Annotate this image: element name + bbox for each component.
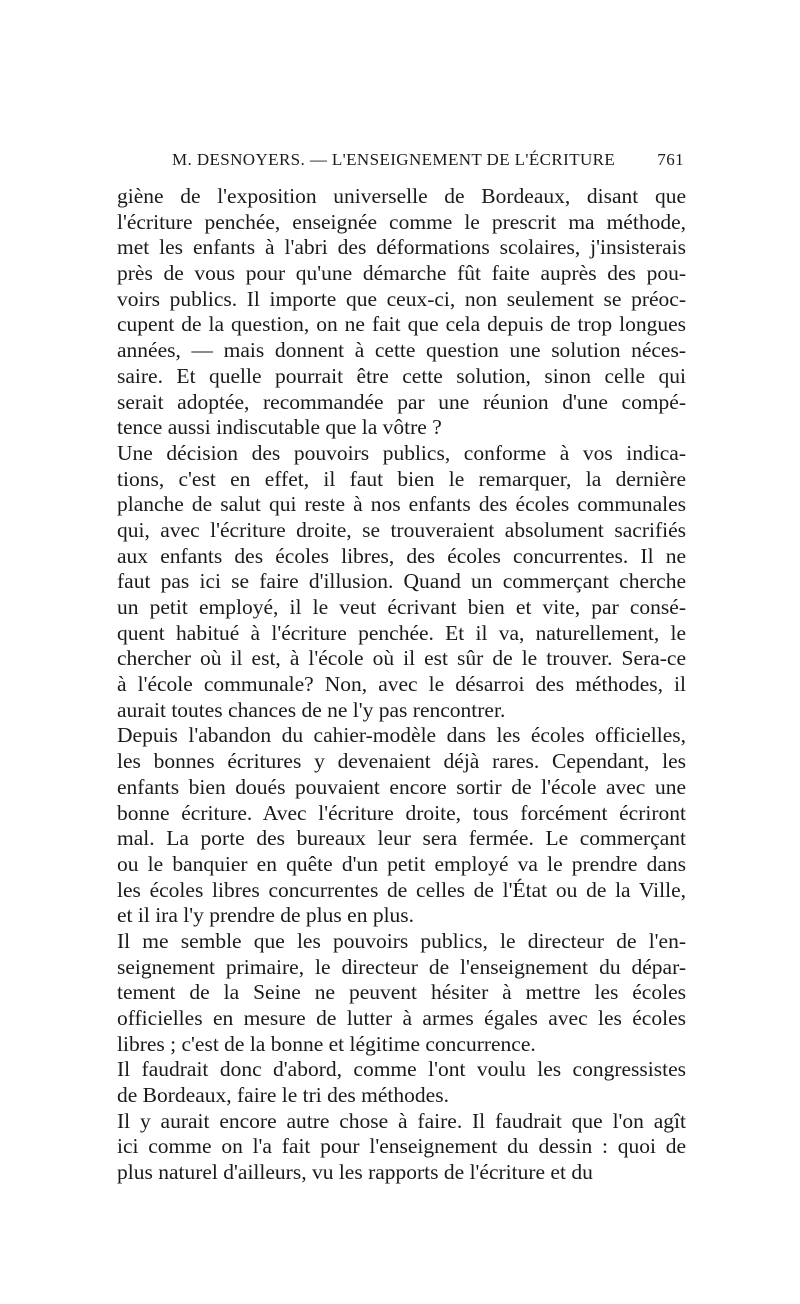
text-line: années, — mais donnent à cette question une solution néces- xyxy=(117,338,686,363)
text-line: Une décision des pouvoirs publics, conforme à vos indica- xyxy=(117,440,686,465)
text-line: voirs publics. Il importe que ceux-ci, non seulement se préoc- xyxy=(117,286,686,311)
text-line: cupent de la question, on ne fait que cela depuis de trop longues xyxy=(117,312,686,337)
text-line: quent habitué à l'écriture penchée. Et il va, naturellement, le xyxy=(117,620,686,645)
text-line: à l'école communale? Non, avec le désarroi des méthodes, il xyxy=(117,672,686,697)
page-number: 761 xyxy=(657,150,684,169)
text-line: faut pas ici se faire d'illusion. Quand un commerçant cherche xyxy=(117,569,686,594)
text-line: aurait toutes chances de ne l'y pas rencontrer. xyxy=(117,697,506,722)
paragraph xyxy=(117,929,686,1057)
text-line: ou le banquier en quête d'un petit employé va le prendre dans xyxy=(117,851,686,876)
running-title: M. DESNOYERS. — L'ENSEIGNEMENT DE L'ÉCRITURE xyxy=(172,150,616,169)
text-line: tence aussi indiscutable que la vôtre ? xyxy=(117,415,442,440)
text-line: met les enfants à l'abri des déformations scolaires, j'insisterais xyxy=(117,235,686,260)
text-line: tement de la Seine ne peuvent hésiter à mettre les écoles xyxy=(117,980,686,1005)
text-line: près de vous pour qu'une démarche fût faite auprès des pou- xyxy=(117,261,686,286)
text-line: plus naturel d'ailleurs, vu les rapports de l'écriture et du xyxy=(117,1160,593,1185)
paragraph xyxy=(117,184,686,441)
text-line: bonne écriture. Avec l'écriture droite, tous forcément écriront xyxy=(117,800,686,825)
text-line: les bonnes écritures y devenaient déjà rares. Cependant, les xyxy=(117,749,686,774)
text-line: officielles en mesure de lutter à armes égales avec les écoles xyxy=(117,1006,686,1030)
text-line: un petit employé, il le veut écrivant bien et vite, par consé- xyxy=(117,595,686,619)
text-line: les écoles libres concurrentes de celles de l'État ou de la Ville, xyxy=(117,877,686,902)
text-line: serait adoptée, recommandée par une réunion d'une compé- xyxy=(117,389,686,414)
text-line: mal. La porte des bureaux leur sera fermée. Le commerçant xyxy=(117,826,686,851)
text-line: seignement primaire, le directeur de l'enseignement du dépar- xyxy=(117,954,686,979)
paragraph xyxy=(117,723,686,929)
text-line: libres ; c'est de la bonne et légitime concurrence. xyxy=(117,1031,536,1056)
text-line: planche de salut qui reste à nos enfants des écoles communales xyxy=(117,492,686,517)
text-line: Il me semble que les pouvoirs publics, le directeur de l'en- xyxy=(117,928,686,953)
text-line: Depuis l'abandon du cahier-modèle dans les écoles officielles, xyxy=(117,723,686,748)
text-line: ici comme on l'a fait pour l'enseignement du dessin : quoi de xyxy=(117,1134,686,1159)
text-line: Il y aurait encore autre chose à faire. Il faudrait que l'on agît xyxy=(117,1108,686,1133)
text-line: tions, c'est en effet, il faut bien le remarquer, la dernière xyxy=(117,466,686,491)
text-line: Il faudrait donc d'abord, comme l'ont voulu les congressistes xyxy=(117,1057,686,1082)
text-line: de Bordeaux, faire le tri des méthodes. xyxy=(117,1083,449,1108)
text-line: l'écriture penchée, enseignée comme le prescrit ma méthode, xyxy=(117,209,686,234)
text-line: et il ira l'y prendre de plus en plus. xyxy=(117,903,415,928)
body-text xyxy=(117,184,686,1186)
running-head xyxy=(172,150,684,174)
paragraph xyxy=(117,441,686,724)
text-line: enfants bien doués pouvaient encore sortir de l'école avec une xyxy=(117,774,686,799)
text-line: saire. Et quelle pourrait être cette solution, sinon celle qui xyxy=(117,363,686,388)
text-line: chercher où il est, à l'école où il est sûr de le trouver. Sera-ce xyxy=(117,646,686,671)
paragraph xyxy=(117,1109,686,1186)
text-line: giène de l'exposition universelle de Bordeaux, disant que xyxy=(117,184,686,208)
paragraph xyxy=(117,1057,686,1108)
text-line: qui, avec l'écriture droite, se trouveraient absolument sacrifiés xyxy=(117,517,686,542)
text-line: aux enfants des écoles libres, des écoles concurrentes. Il ne xyxy=(117,543,686,568)
